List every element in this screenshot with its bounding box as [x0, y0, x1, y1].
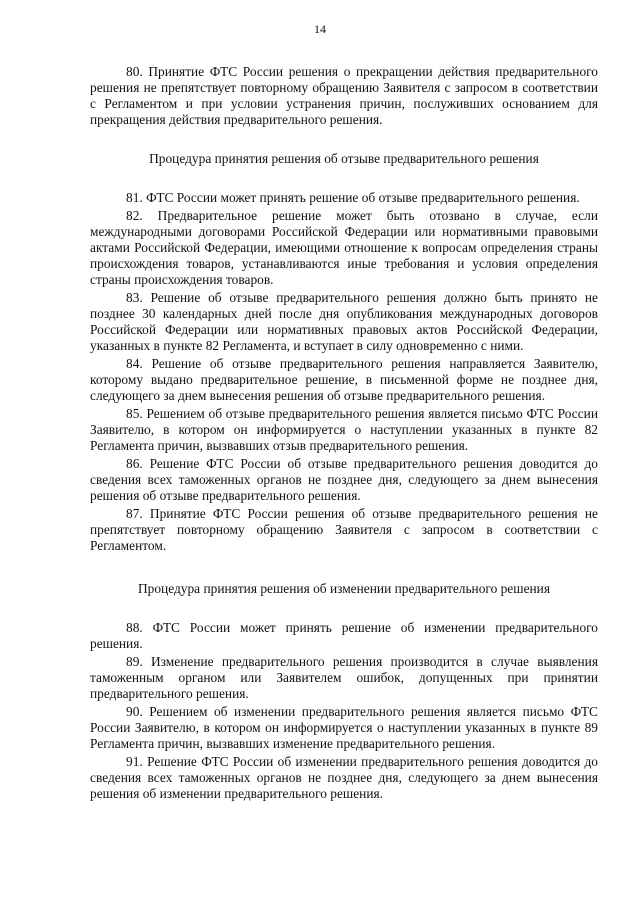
paragraph-88: 88. ФТС России может принять решение об изменении предварительного решения.	[90, 620, 598, 651]
paragraph-87: 87. Принятие ФТС России решения об отзыве предварительного решения не препятствует повторному обращению Заявителя с запросом в соответствии с Регламентом.	[90, 506, 598, 553]
page-number: 14	[314, 22, 326, 36]
paragraph-80: 80. Принятие ФТС России решения о прекращении действия предварительного решения не препятствует повторному обращению Заявителя с запросом в соответствии с Регламентом и при условии устранения причин, послуживших основанием для прекращения действия предварительного решения.	[90, 64, 598, 127]
paragraph-89: 89. Изменение предварительного решения производится в случае выявления таможенным органом или Заявителем ошибок, допущенных при принятии предварительного решения.	[90, 654, 598, 701]
section-heading-modification: Процедура принятия решения об изменении предварительного решения	[137, 581, 551, 596]
paragraph-85: 85. Решением об отзыве предварительного решения является письмо ФТС России Заявителю, в котором он информируется о наступлении указанных в пункте 82 Регламента причин, вызвавших отзыв предварительного решения.	[90, 406, 598, 453]
paragraph-84: 84. Решение об отзыве предварительного решения направляется Заявителю, которому выдано предварительное решение, в письменной форме не позднее дня, следующего за днем вынесения решения об отзыве предварительного решения.	[90, 356, 598, 403]
paragraph-81: 81. ФТС России может принять решение об отзыве предварительного решения.	[126, 190, 580, 205]
document-body	[90, 64, 598, 802]
paragraph-90: 90. Решением об изменении предварительного решения является письмо ФТС России Заявителю, в котором он информируется о наступлении указанных в пункте 89 Регламента причин, вызвавших изменение предварительного решения.	[90, 704, 598, 751]
paragraph-91: 91. Решение ФТС России об изменении предварительного решения доводится до сведения всех таможенных органов не позднее дня, следующего за днем вынесения решения об изменении предварительного решения.	[90, 754, 598, 801]
paragraph-83: 83. Решение об отзыве предварительного решения должно быть принято не позднее 30 календарных дней после дня опубликования международных договоров Российской Федерации или нормативных правовых актов Российской Федерации, указанных в пункте 82 Регламента, и вступает в силу одновременно с ними.	[90, 290, 598, 353]
paragraph-86: 86. Решение ФТС России об отзыве предварительного решения доводится до сведения всех таможенных органов не позднее дня, следующего за днем вынесения решения об отзыве предварительного решения.	[90, 456, 598, 503]
section-heading-revocation: Процедура принятия решения об отзыве предварительного решения	[149, 151, 539, 166]
paragraph-82: 82. Предварительное решение может быть отозвано в случае, если международными договорами Российской Федерации или нормативными правовыми актами Российской Федерации, имеющими отношение к вопросам определения страны происхождения товаров, устанавливаются иные требования и условия определения страны происхождения товаров.	[90, 208, 598, 287]
